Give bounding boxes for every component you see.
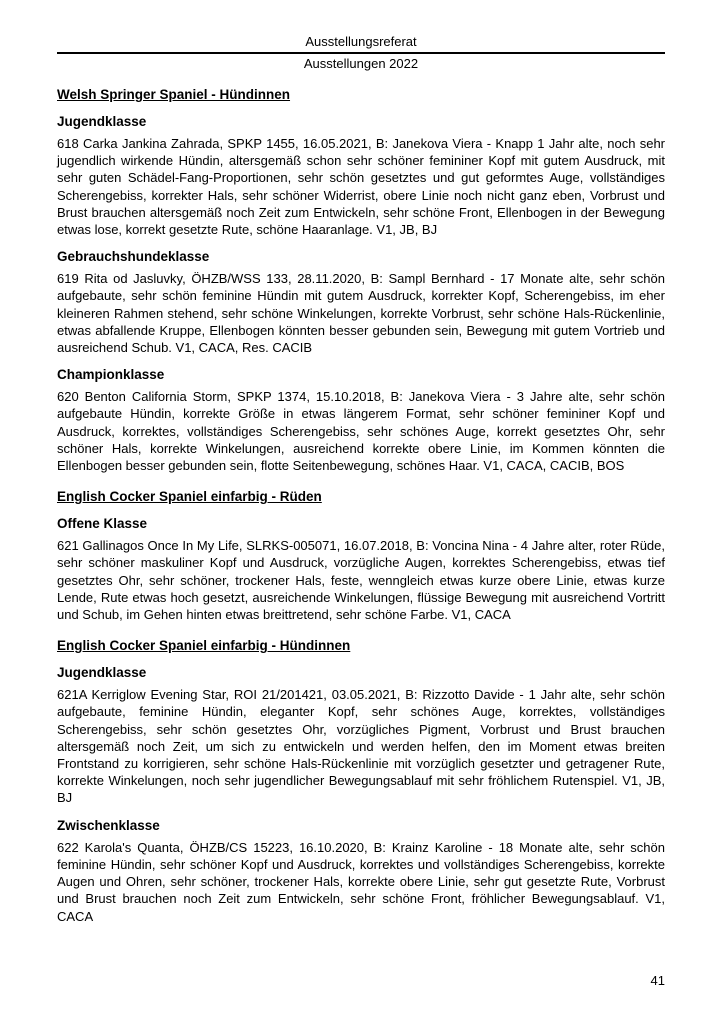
breed-heading: English Cocker Spaniel einfarbig - Hündinnen [57,638,351,654]
class-heading: Jugendklasse [57,665,147,681]
class-heading: Gebrauchshundeklasse [57,249,210,265]
entry-paragraph: 621A Kerriglow Evening Star, ROI 21/201421, 03.05.2021, B: Rizzotto Davide - 1 Jahr alte, sehr schön aufgebaute, feminine Hündin, eleganter Kopf, sehr schönes Auge, korrektes, vollständiges Scherengebiss, sehr schön gesetztes Ohr, vorzügliches Pigment, Vorbrust und Brust brauchen altersgemäß noch Zeit, um sich zu entwickeln und werden helfen, den im Moment etwas breiten Frontstand zu korrigieren, sehr schöne Hals-Rückenlinie mit vorzüglich gesetzter und getragener Rute, korrekte Winkelungen, noch sehr jugendlicher Bewegungsablauf mit sehr fröhlichem Rutenspiel. V1, JB, BJ [57,687,665,806]
header-subtitle: Ausstellungen 2022 [303,56,419,71]
class-heading: Zwischenklasse [57,817,160,833]
header-title: Ausstellungsreferat [305,34,417,49]
entry-paragraph: 622 Karola's Quanta, ÖHZB/CS 15223, 16.10.2020, B: Krainz Karoline - 18 Monate alte, sehr schön feminine Hündin, sehr schöner Kopf und Ausdruck, korrektes und vollständiges Scherengebiss, korrekte Augen und Ohren, sehr schöner, trockener Hals, korrekte obere Linie, sehr gut gesetzte Rute, Vorbrust und Brust brauchen noch Zeit zum Entwickeln, sehr schöne Front, fröhlicher Bewegungsablauf. V1, CACA [57,839,665,924]
entry-paragraph: 619 Rita od Jasluvky, ÖHZB/WSS 133, 28.11.2020, B: Sampl Bernhard - 17 Monate alte, sehr schön aufgebaute, sehr schön feminine Hündin mit gutem Ausdruck, korrekter Kopf, Scherengebiss, im eher kleineren Rahmen stehend, sehr schöne Winkelungen, korrekte Vorbrust, sehr schöne Hals-Rückenlinie, etwas abfallende Kruppe, Ellenbogen könnten besser gebunden sein, Bewegung mit gutem Vortrieb und ausreichend Schub. V1, CACA, Res. CACIB [57,271,665,356]
document-body [57,87,665,925]
class-heading: Championklasse [57,367,165,383]
entry-paragraph: 621 Gallinagos Once In My Life, SLRKS-005071, 16.07.2018, B: Voncina Nina - 4 Jahre alter, roter Rüde, sehr schöner maskuliner Kopf und Ausdruck, vorzügliche Augen, korrektes Scherengebiss, etwas tief gesetztes Ohr, sehr schöner, trockener Hals, feste, wenngleich etwas kurze obere Linie, etwas kurze Lende, Rute etwas hoch gesetzt, ausreichende Winkelungen, flüssige Bewegung mit ausreichend Vortritt und Schub, im Gehen hinten etwas breittretend, sehr schöne Farbe. V1, CACA [57,538,665,623]
class-heading: Jugendklasse [57,114,147,129]
header-divider [57,52,665,54]
class-heading: Offene Klasse [57,516,148,532]
entry-paragraph: 618 Carka Jankina Zahrada, SPKP 1455, 16.05.2021, B: Janekova Viera - Knapp 1 Jahr alte, noch sehr jugendlich wirkende Hündin, altersgemäß schon sehr schöner femininer Kopf mit gutem Ausdruck, mit sehr guten Schädel-Fang-Proportionen, sehr schön gesetztes und gut geformtes Auge, vollständiges Scherengebiss, korrekter Hals, sehr schöner Widerrist, obere Linie noch nicht ganz eben, Vorbrust und Brust brauchen altersgemäß noch Zeit zum Entwickeln, sehr schöne Front, Ellenbogen in der Bewegung etwas lose, korrekt gesetzte Rute, schöne Haaranlage. V1, JB, BJ [57,136,665,238]
page-header [57,34,665,72]
breed-heading: English Cocker Spaniel einfarbig - Rüden [57,489,322,505]
entry-paragraph: 620 Benton California Storm, SPKP 1374, 15.10.2018, B: Janekova Viera - 3 Jahre alte, sehr schön aufgebaute Hündin, korrekte Größe in etwas längerem Format, sehr schöner femininer Kopf und Ausdruck, korrektes, vollständiges Scherengebiss, sehr schönes Auge, korrekt gesetztes Ohr, sehr schöner Hals, korrekte Winkelungen, ausreichend korrekte obere Linie, im Kommen könnten die Ellenbogen besser gebunden sein, flotte Seitenbewegung, schönes Haar. V1, CACA, CACIB, BOS [57,389,665,474]
page-number: 41 [650,973,665,988]
breed-heading: Welsh Springer Spaniel - Hündinnen [57,87,291,102]
